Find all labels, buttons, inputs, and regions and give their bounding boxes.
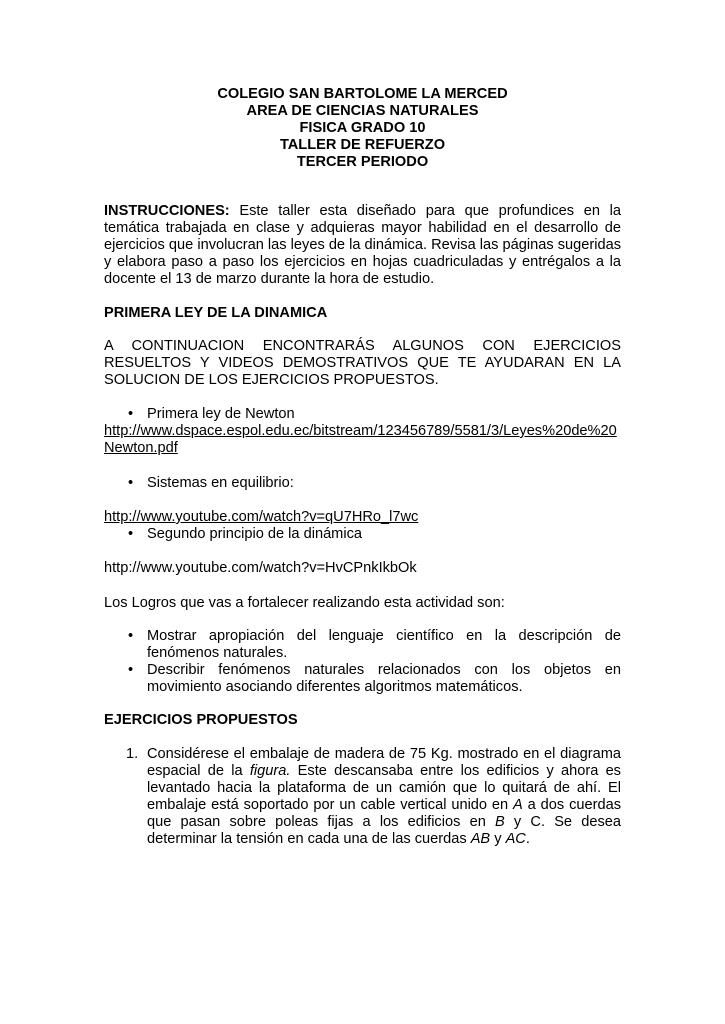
resource-link-container (104, 509, 621, 526)
worksheet-title: TALLER DE REFUERZO (279, 137, 446, 153)
bullet-icon: • (128, 475, 134, 491)
instructions-paragraph (104, 203, 621, 288)
instructions-text: Este taller esta diseñado para que profundices en la temática trabajada en clase y adquieras mayor habilidad en el desarrollo de ejercicios que involucran las leyes de la dinámica. Revisa las páginas sugeridas y elabora paso a paso los ejercicios en hojas cuadriculadas y entrégalos a la docente el 13 de marzo durante la hora de estudio. (104, 203, 621, 287)
bullet-icon: • (128, 406, 134, 422)
section-title-primera-ley: PRIMERA LEY DE LA DINAMICA (104, 305, 328, 321)
period-name: TERCER PERIODO (296, 154, 429, 170)
resource-label: Sistemas en equilibrio: (147, 475, 294, 491)
course-name: FISICA GRADO 10 (299, 120, 426, 136)
resource-link-equilibrio-video[interactable]: http://www.youtube.com/watch?v=qU7HRo_l7wc (104, 509, 419, 525)
school-name: COLEGIO SAN BARTOLOME LA MERCED (217, 86, 508, 102)
resource-link-newton-pdf[interactable]: http://www.dspace.espol.edu.ec/bitstream/123456789/5581/3/Leyes%20de%20Newton.pdf (104, 423, 617, 456)
bullet-icon: • (128, 662, 134, 678)
exercise-text: Considérese el embalaje de madera de 75 Kg. mostrado en el diagrama espacial de la figura. Este descansaba entre los edificios y ahora es levantado hacia la plataforma de un camión que lo quitará de ahí. El embalaje está soportado por un cable vertical unido en A a dos cuerdas que pasan sobre poleas fijas a los edificios en B y C. Se desea determinar la tensión en cada una de las cuerdas AB y AC. (147, 746, 621, 847)
document-header (0, 86, 725, 171)
resource-link-container (104, 423, 621, 457)
exercise-number: 1. (126, 746, 139, 762)
section-title-ejercicios: EJERCICIOS PROPUESTOS (104, 712, 298, 728)
department-name: AREA DE CIENCIAS NATURALES (246, 103, 479, 119)
logro-text: Describir fenómenos naturales relacionados con los objetos en movimiento asociando diferentes algoritmos matemáticos. (147, 662, 621, 695)
logros-intro: Los Logros que vas a fortalecer realizando esta actividad son: (104, 595, 505, 611)
resource-link-container (104, 560, 621, 577)
resource-label: Primera ley de Newton (147, 406, 295, 422)
resource-link-segundo-principio-video[interactable]: http://www.youtube.com/watch?v=HvCPnkIkbOk (104, 560, 417, 576)
logro-text: Mostrar apropiación del lenguaje científico en la descripción de fenómenos naturales. (147, 628, 621, 661)
instructions-label: INSTRUCCIONES: (104, 203, 230, 219)
section-intro: A CONTINUACION ENCONTRARÁS ALGUNOS CON EJERCICIOS RESUELTOS Y VIDEOS DEMOSTRATIVOS QUE TE AYUDARAN EN LA SOLUCION DE LOS EJERCICIOS PROPUESTOS. (104, 338, 621, 388)
resource-label: Segundo principio de la dinámica (147, 526, 362, 542)
bullet-icon: • (128, 526, 134, 542)
bullet-icon: • (128, 628, 134, 644)
